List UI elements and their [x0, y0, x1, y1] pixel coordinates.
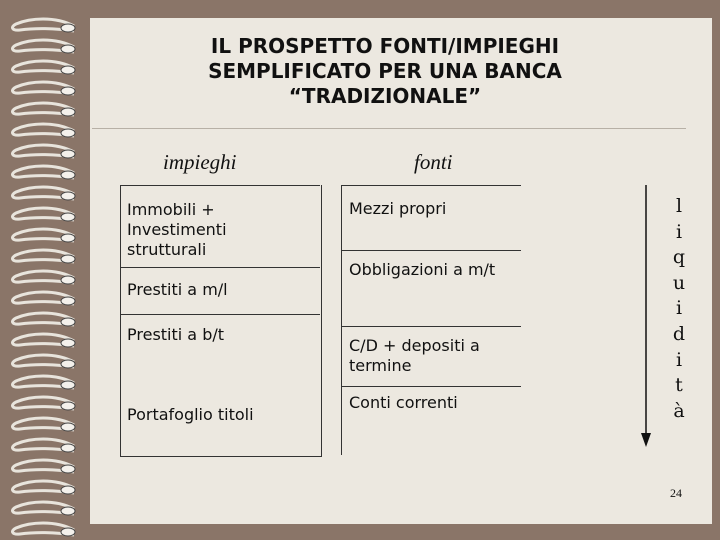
fonti-mezzi-propri: Mezzi propri [349, 199, 447, 218]
liquidita-letter: à [673, 399, 685, 422]
impieghi-immobili-line-1: Immobili + [127, 200, 215, 219]
fonti-cd-depositi [349, 336, 480, 376]
fonti-divider-2 [341, 326, 521, 327]
fonti-heading: fonti [414, 150, 453, 174]
impieghi-immobili [127, 200, 227, 260]
binding-ring [13, 376, 75, 389]
binding-ring [13, 418, 75, 431]
impieghi-top-edge [120, 185, 320, 186]
binding-ring [13, 208, 75, 221]
fonti-divider-3 [341, 386, 521, 387]
impieghi-heading: impieghi [163, 150, 237, 174]
binding-ring [13, 103, 75, 116]
impieghi-prestiti-ml: Prestiti a m/l [127, 280, 228, 299]
binding-ring [13, 439, 75, 452]
liquidita-label [668, 194, 690, 424]
binding-ring [13, 397, 75, 410]
binding-ring [13, 145, 75, 158]
impieghi-immobili-line-2: Investimenti [127, 220, 227, 239]
liquidita-letter: d [672, 322, 686, 345]
slide-title [100, 34, 670, 109]
binding-ring [13, 82, 75, 95]
title-line-3: “TRADIZIONALE” [288, 84, 482, 108]
binding-ring [13, 229, 75, 242]
impieghi-portafoglio: Portafoglio titoli [127, 405, 254, 424]
fonti-top-edge [341, 185, 521, 186]
liquidita-letter: i [675, 220, 683, 243]
liquidita-letter: q [672, 246, 686, 269]
binding-ring [13, 271, 75, 284]
fonti-cd-line-2: termine [349, 356, 412, 375]
binding-ring [13, 40, 75, 53]
impieghi-divider-upper [120, 267, 320, 268]
binding-ring [13, 61, 75, 74]
binding-ring [13, 292, 75, 305]
fonti-divider-1 [341, 250, 521, 251]
fonti-cd-line-1: C/D + depositi a [349, 336, 480, 355]
page-number: 24 [670, 486, 682, 500]
liquidita-letter: i [675, 348, 683, 371]
liquidita-letter: u [672, 271, 686, 294]
binding-ring [13, 502, 75, 515]
binding-ring [13, 334, 75, 347]
fonti-conti-correnti: Conti correnti [349, 393, 458, 412]
liquidita-letter: i [675, 297, 683, 320]
binding-ring [13, 460, 75, 473]
binding-ring [13, 187, 75, 200]
binding-ring [13, 523, 75, 536]
fonti-obbligazioni: Obbligazioni a m/t [349, 260, 496, 279]
binding-ring [13, 19, 75, 32]
liquidita-arrow [640, 185, 652, 450]
title-divider [92, 128, 686, 129]
liquidita-letter: t [675, 374, 683, 397]
binding-ring [13, 355, 75, 368]
binding-ring [13, 313, 75, 326]
binding-ring [13, 481, 75, 494]
liquidita-letter: l [675, 195, 683, 217]
binding-ring [13, 166, 75, 179]
impieghi-prestiti-bt: Prestiti a b/t [127, 325, 225, 344]
binding-ring [13, 250, 75, 263]
title-line-1: IL PROSPETTO FONTI/IMPIEGHI [210, 34, 560, 58]
impieghi-immobili-line-3: strutturali [127, 240, 207, 259]
title-line-2: SEMPLIFICATO PER UNA BANCA [208, 59, 562, 83]
impieghi-divider [120, 314, 320, 315]
spiral-binding [0, 0, 90, 540]
binding-ring [13, 124, 75, 137]
fonti-left-edge [341, 185, 342, 455]
